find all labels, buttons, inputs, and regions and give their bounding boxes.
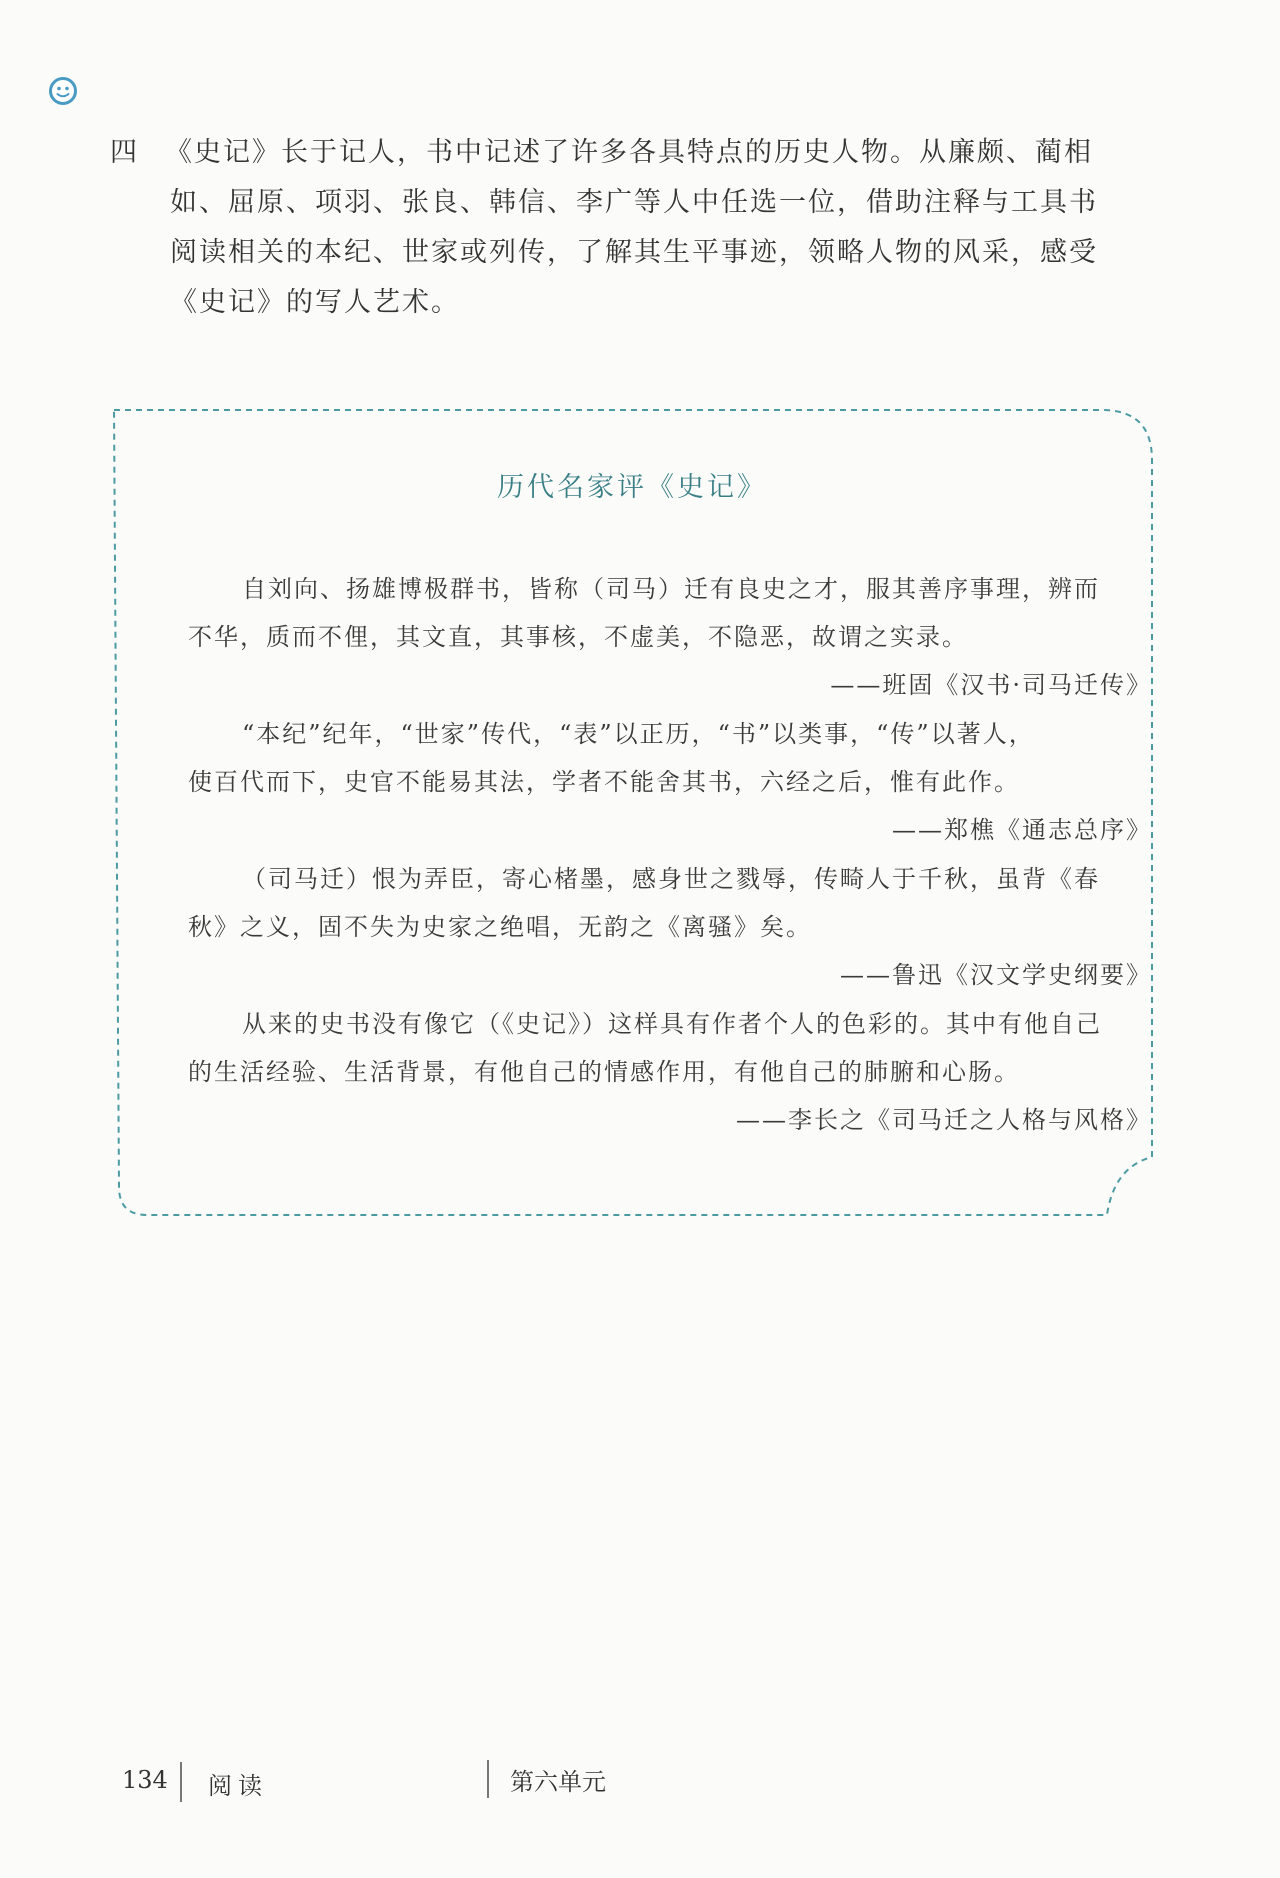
quote-luxun <box>188 855 1152 999</box>
smiley-icon <box>48 76 78 106</box>
quote-zhengqiao <box>188 710 1152 854</box>
quote-attribution: ——鲁迅《汉文学史纲要》 <box>840 961 1152 989</box>
quote-line: 不华，质而不俚，其文直，其事核，不虚美，不隐恶，故谓之实录。 <box>188 623 968 651</box>
exercise-line: 《史记》长于记人，书中记述了许多各具特点的历史人物。从廉颇、蔺相 <box>165 137 1093 168</box>
exercise-line: 《史记》的写人艺术。 <box>170 287 460 318</box>
exercise-line: 如、屈原、项羽、张良、韩信、李广等人中任选一位，借助注释与工具书 <box>170 187 1098 218</box>
footer-divider <box>180 1762 182 1802</box>
quote-line: 使百代而下，史官不能易其法，学者不能舍其书，六经之后，惟有此作。 <box>188 768 1020 796</box>
exercise-line: 阅读相关的本纪、世家或列传，了解其生平事迹，领略人物的风采，感受 <box>170 237 1098 268</box>
exercise-four <box>110 128 1162 328</box>
quote-attribution: ——李长之《司马迁之人格与风格》 <box>736 1106 1152 1134</box>
quote-bangu <box>188 565 1152 709</box>
quote-line: 自刘向、扬雄博极群书，皆称（司马）迁有良史之才，服其善序事理，辨而 <box>242 575 1100 603</box>
exercise-number: 四 <box>110 137 139 168</box>
quote-line: 秋》之义，固不失为史家之绝唱，无韵之《离骚》矣。 <box>188 913 812 941</box>
quote-attribution: ——郑樵《通志总序》 <box>892 816 1152 844</box>
quote-attribution: ——班固《汉书·司马迁传》 <box>830 671 1152 699</box>
quote-line: 的生活经验、生活背景，有他自己的情感作用，有他自己的肺腑和心肠。 <box>188 1058 1020 1086</box>
footer-divider <box>487 1760 489 1798</box>
quote-line: （司马迁）恨为弄臣，寄心楮墨，感身世之戮辱，传畸人于千秋，虽背《春 <box>242 865 1100 893</box>
box-title: 历代名家评《史记》 <box>497 472 767 503</box>
quote-line: “本纪”纪年，“世家”传代，“表”以正历，“书”以类事，“传”以著人， <box>242 720 1035 748</box>
commentary-box <box>112 405 1152 1223</box>
footer-section: 阅读 <box>208 1772 268 1800</box>
footer-unit: 第六单元 <box>510 1768 606 1796</box>
quote-line: 从来的史书没有像它（《史记》）这样具有作者个人的色彩的。其中有他自己 <box>242 1010 1102 1038</box>
quote-lichangzhi <box>188 1000 1152 1144</box>
page-number: 134 <box>122 1766 168 1794</box>
